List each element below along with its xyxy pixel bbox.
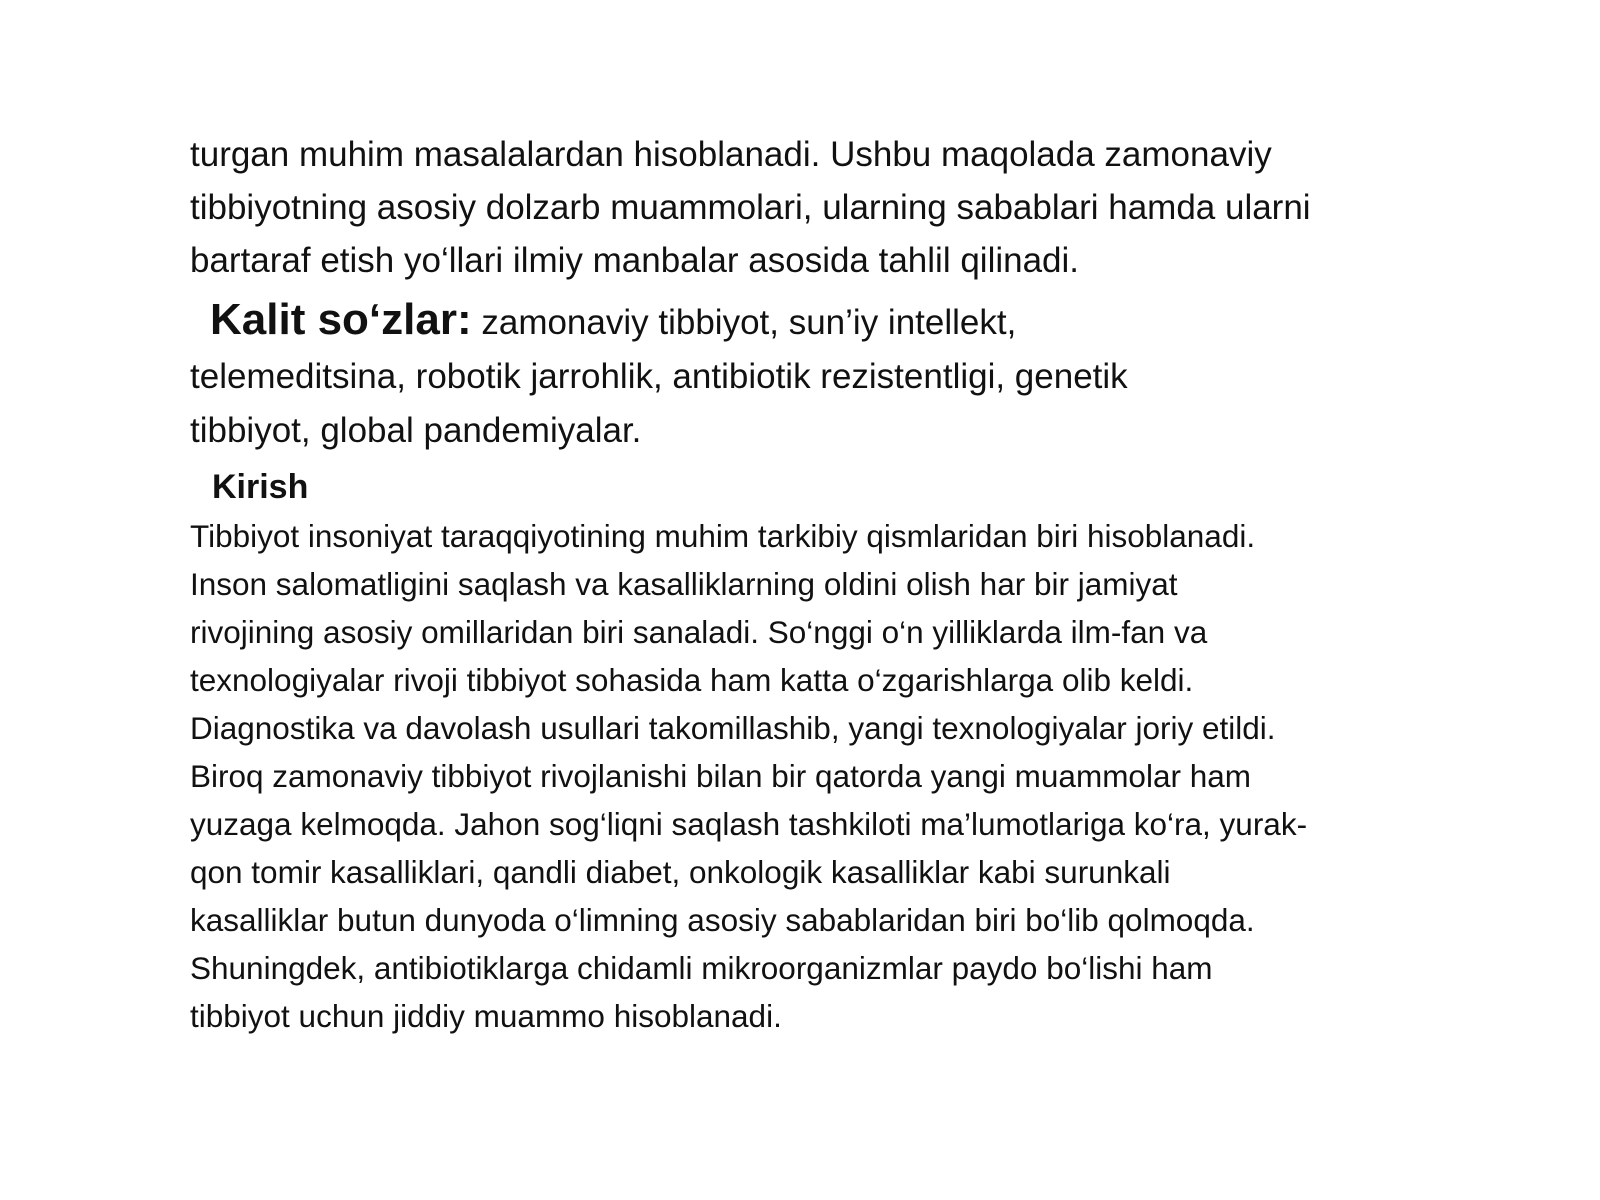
intro-line: turgan muhim masalalardan hisoblanadi. Ushbu maqolada zamonaviy bbox=[190, 135, 1272, 174]
intro-line: bartaraf etish yo‘llari ilmiy manbalar asosida tahlil qilinadi. bbox=[190, 241, 1080, 280]
body-line: Tibbiyot insoniyat taraqqiyotining muhim tarkibiy qismlaridan biri hisoblanadi. bbox=[190, 518, 1256, 554]
intro-paragraph bbox=[190, 128, 1520, 287]
body-line: qon tomir kasalliklari, qandli diabet, onkologik kasalliklar kabi surunkali bbox=[190, 854, 1171, 890]
keywords-paragraph bbox=[190, 293, 1520, 458]
intro-line: tibbiyotning asosiy dolzarb muammolari, ularning sabablari hamda ularni bbox=[190, 188, 1311, 227]
section-heading: Kirish bbox=[212, 468, 309, 506]
body-line: kasalliklar butun dunyoda o‘limning asosiy sabablaridan biri bo‘lib qolmoqda. bbox=[190, 902, 1255, 938]
body-line: Biroq zamonaviy tibbiyot rivojlanishi bilan bir qatorda yangi muammolar ham bbox=[190, 758, 1251, 794]
body-line: Shuningdek, antibiotiklarga chidamli mikroorganizmlar paydo bo‘lishi ham bbox=[190, 950, 1213, 986]
document-page bbox=[190, 128, 1520, 1040]
body-line: texnologiyalar rivoji tibbiyot sohasida ham katta o‘zgarishlarga olib keldi. bbox=[190, 662, 1194, 698]
body-line: Inson salomatligini saqlash va kasalliklarning oldini olish har bir jamiyat bbox=[190, 566, 1178, 602]
keywords-line: telemeditsina, robotik jarrohlik, antibiotik rezistentligi, genetik bbox=[190, 357, 1128, 396]
keywords-label: Kalit so‘zlar: bbox=[210, 295, 472, 344]
keywords-line: tibbiyot, global pandemiyalar. bbox=[190, 411, 642, 450]
body-line: rivojining asosiy omillaridan biri sanaladi. So‘nggi o‘n yilliklarda ilm-fan va bbox=[190, 614, 1208, 650]
body-line: tibbiyot uchun jiddiy muammo hisoblanadi. bbox=[190, 998, 782, 1034]
keywords-first-line bbox=[190, 293, 1520, 350]
body-line: yuzaga kelmoqda. Jahon sog‘liqni saqlash tashkiloti ma’lumotlariga ko‘ra, yurak- bbox=[190, 806, 1308, 842]
body-line: Diagnostika va davolash usullari takomillashib, yangi texnologiyalar joriy etildi. bbox=[190, 710, 1276, 746]
body-paragraph bbox=[190, 512, 1520, 1040]
keywords-text: zamonaviy tibbiyot, sun’iy intellekt, bbox=[471, 303, 1017, 342]
